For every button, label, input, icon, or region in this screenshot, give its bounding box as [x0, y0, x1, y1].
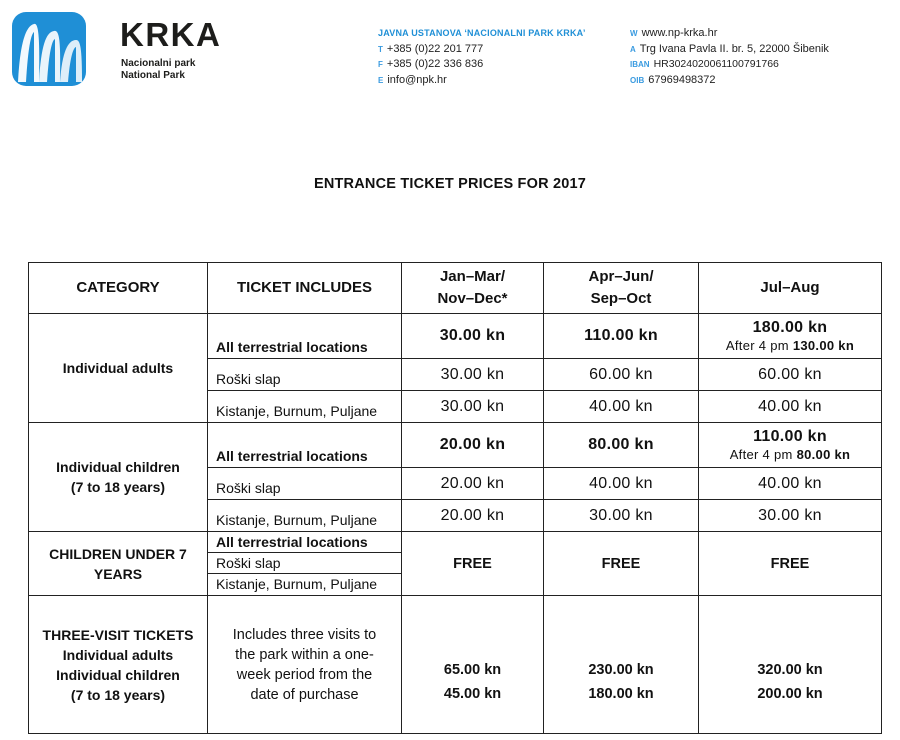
- iban-line: [630, 57, 829, 73]
- free-cell: FREE: [699, 532, 882, 596]
- price-cell: 80.00 kn: [544, 423, 699, 468]
- three-visit-desc-line3: week period from the: [236, 666, 373, 683]
- free-cell: FREE: [402, 532, 544, 596]
- email-link[interactable]: info@npk.hr: [387, 73, 447, 86]
- three-visit-line1: THREE-VISIT TICKETS: [42, 626, 194, 643]
- price-cell: 60.00 kn: [544, 359, 699, 391]
- brand-subtitle-line2: National Park: [121, 70, 185, 81]
- free-cell: FREE: [544, 532, 699, 596]
- price-cell: 20.00 kn: [402, 468, 544, 500]
- price-cell: 20.00 kn: [402, 500, 544, 532]
- oib-line: [630, 73, 829, 89]
- price-cell: 30.00 kn: [402, 359, 544, 391]
- web-line: [630, 26, 829, 42]
- location-all-terrestrial: All terrestrial locations: [208, 314, 402, 359]
- after-4pm-label: After 4 pm: [725, 338, 789, 353]
- header-jan-mar-line2: Nov–Dec*: [437, 290, 508, 307]
- table-row: [29, 596, 882, 734]
- three-visit-line4: (7 to 18 years): [70, 686, 166, 703]
- location-roski-slap: Roški slap: [208, 468, 402, 500]
- category-under7-line1: CHILDREN UNDER 7: [49, 545, 187, 562]
- three-visit-price-cell: [699, 596, 882, 734]
- organization-name: JAVNA USTANOVA ‘NACIONALNI PARK KRKA’: [378, 28, 586, 38]
- web-label: W: [630, 29, 638, 38]
- address-text: Trg Ivana Pavla II. br. 5, 22000 Šibenik: [639, 42, 829, 55]
- three-visit-child-price: 45.00 kn: [443, 685, 502, 702]
- krka-logo-icon: [12, 12, 86, 86]
- header-ticket-includes: TICKET INCLUDES: [208, 263, 402, 314]
- phone-line: [378, 42, 586, 58]
- address-line: [630, 42, 829, 58]
- email-line: [378, 73, 586, 89]
- header-apr-jun: [544, 263, 699, 314]
- phone-number[interactable]: +385 (0)22 201 777: [386, 42, 484, 55]
- oib-text: 67969498372: [648, 73, 716, 86]
- table-row: [29, 314, 882, 359]
- price-cell: 30.00 kn: [402, 314, 544, 359]
- phone-label: T: [378, 44, 383, 54]
- category-children-line1: Individual children: [56, 459, 180, 475]
- price-cell: 30.00 kn: [544, 500, 699, 532]
- category-children-under-7: [29, 532, 208, 596]
- price-main: 180.00 kn: [752, 319, 828, 336]
- after-4pm-label: After 4 pm: [729, 447, 793, 462]
- header-jul-aug: Jul–Aug: [699, 263, 882, 314]
- three-visit-price-cell: [544, 596, 699, 734]
- category-individual-adults: Individual adults: [29, 314, 208, 423]
- after-4pm-note: [701, 447, 879, 462]
- price-cell-with-after4: [699, 423, 882, 468]
- price-cell: 30.00 kn: [699, 500, 882, 532]
- address-label: A: [630, 44, 636, 54]
- price-cell: 30.00 kn: [402, 391, 544, 423]
- fax-number: +385 (0)22 336 836: [386, 58, 484, 70]
- price-cell: 60.00 kn: [699, 359, 882, 391]
- header-apr-jun-line1: Apr–Jun/: [588, 268, 654, 285]
- under7-locations: [208, 532, 402, 596]
- price-cell: 40.00 kn: [699, 468, 882, 500]
- web-link[interactable]: www.np-krka.hr: [641, 27, 718, 39]
- location-kistanje: Kistanje, Burnum, Puljane: [216, 576, 378, 592]
- category-under7-line2: YEARS: [93, 565, 143, 582]
- fax-label: F: [378, 60, 383, 69]
- iban-label: IBAN: [630, 60, 650, 69]
- contact-column-right: [630, 26, 829, 88]
- email-label: E: [378, 75, 384, 85]
- three-visit-adult-price: 320.00 kn: [757, 661, 823, 678]
- header-apr-jun-line2: Sep–Oct: [590, 290, 652, 307]
- three-visit-desc-line4: date of purchase: [250, 686, 359, 703]
- oib-label: OIB: [630, 75, 645, 85]
- three-visit-child-price: 180.00 kn: [588, 685, 654, 702]
- three-visit-price-cell: [402, 596, 544, 734]
- three-visit-adult-price: 65.00 kn: [443, 661, 502, 678]
- iban-text: HR3024020061100791766: [653, 58, 779, 70]
- three-visit-line3: Individual children: [56, 666, 180, 683]
- three-visit-description: [208, 596, 402, 734]
- after-4pm-price: 80.00 kn: [796, 447, 851, 462]
- price-cell: 40.00 kn: [699, 391, 882, 423]
- three-visit-line2: Individual adults: [62, 646, 174, 663]
- brand-subtitle-line1: Nacionalni park: [121, 58, 196, 69]
- category-individual-children: [29, 423, 208, 532]
- location-all-terrestrial: All terrestrial locations: [208, 423, 402, 468]
- category-three-visit-tickets: [29, 596, 208, 734]
- document-title: ENTRANCE TICKET PRICES FOR 2017: [313, 176, 587, 192]
- price-cell: 20.00 kn: [402, 423, 544, 468]
- header-jan-mar: [402, 263, 544, 314]
- three-visit-adult-price: 230.00 kn: [588, 661, 654, 678]
- location-all-terrestrial: All terrestrial locations: [208, 532, 401, 553]
- category-children-line2: (7 to 18 years): [70, 479, 166, 495]
- ticket-price-table: [28, 262, 882, 734]
- price-cell-with-after4: [699, 314, 882, 359]
- three-visit-desc-line2: the park within a one-: [235, 646, 374, 663]
- price-cell: 110.00 kn: [544, 314, 699, 359]
- contact-column-left: [378, 26, 586, 88]
- table-row: [29, 532, 882, 596]
- location-roski-slap: Roški slap: [208, 553, 401, 574]
- after-4pm-price: 130.00 kn: [792, 338, 855, 353]
- location-kistanje: Kistanje, Burnum, Puljane: [208, 391, 402, 423]
- location-roski-slap: Roški slap: [208, 359, 402, 391]
- three-visit-child-price: 200.00 kn: [757, 685, 823, 702]
- price-cell: 40.00 kn: [544, 468, 699, 500]
- after-4pm-note: [701, 338, 879, 353]
- price-cell: 40.00 kn: [544, 391, 699, 423]
- location-kistanje: Kistanje, Burnum, Puljane: [208, 500, 402, 532]
- table-header-row: [29, 263, 882, 314]
- brand-subtitle: [121, 58, 195, 82]
- price-main: 110.00 kn: [753, 428, 827, 445]
- three-visit-desc-line1: Includes three visits to: [232, 626, 377, 643]
- header-jan-mar-line1: Jan–Mar/: [439, 268, 506, 285]
- fax-line: [378, 57, 586, 73]
- header-category: CATEGORY: [29, 263, 208, 314]
- brand-name: KRKA: [120, 16, 222, 53]
- table-row: [29, 423, 882, 468]
